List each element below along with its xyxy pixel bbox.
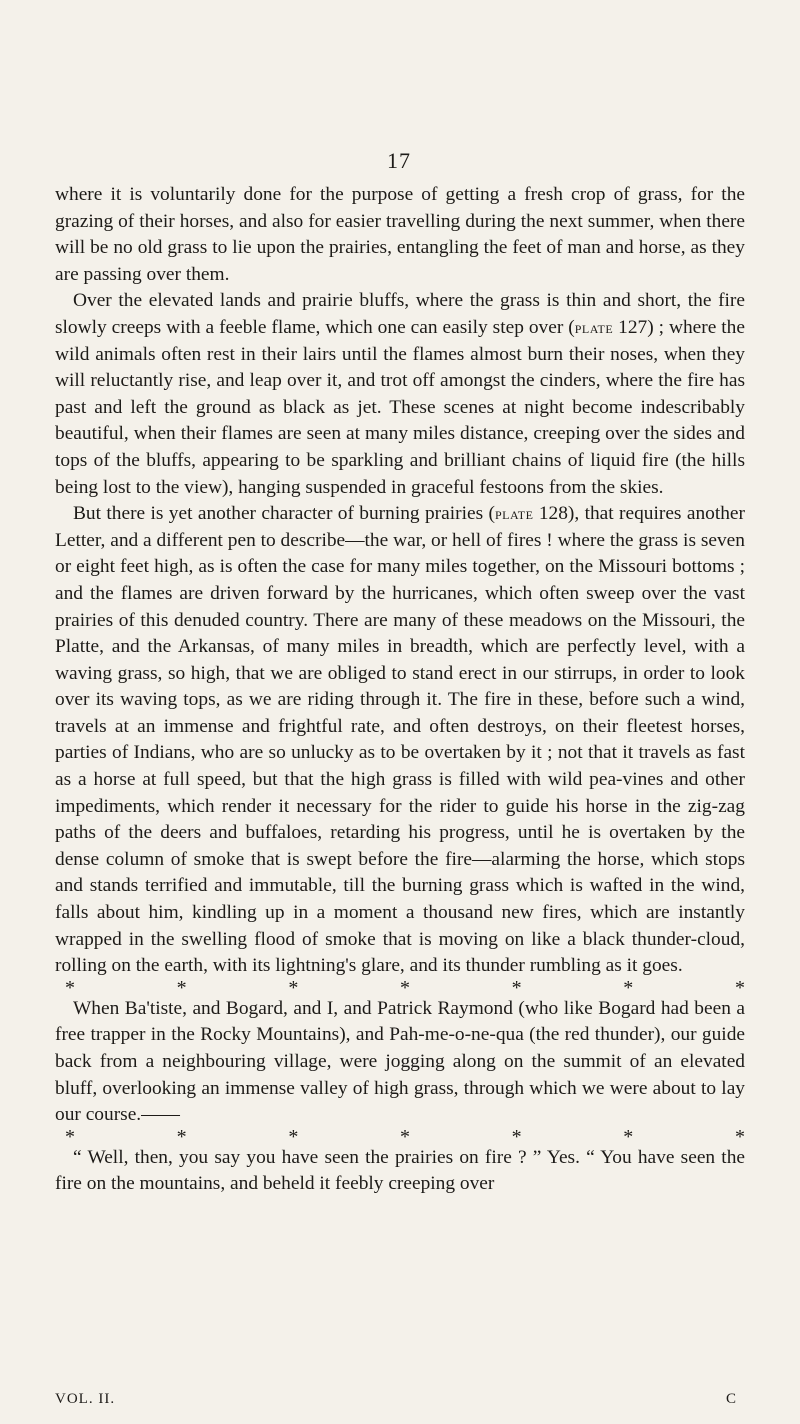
page-body xyxy=(55,182,745,1198)
plate-reference: plate xyxy=(574,317,614,337)
text-run: 127) ; where the wild animals often rest in their lairs until the flames almost burn their noses, when they will reluctantly rise, and leap over it, and trot off amongst the cinders, where the fire has past and left the ground as black as jet. These scenes at night become indescribably beautiful, when their flames are seen at many miles distance, creeping over the sides and tops of the bluffs, appearing to be sparkling and brilliant chains of liquid fire (the hills being lost to the view), hanging suspended in graceful festoons from the skies. xyxy=(55,316,745,498)
paragraph xyxy=(55,501,745,980)
paragraph: “ Well, then, you say you have seen the prairies on fire ? ” Yes. “ You have seen the fire on the mountains, and beheld it feebly creeping over xyxy=(55,1146,745,1195)
section-break xyxy=(55,1125,745,1148)
volume-label: VOL. II. xyxy=(55,1391,116,1407)
star: * xyxy=(734,976,745,999)
plate-reference: plate xyxy=(494,504,534,524)
star: * xyxy=(65,1125,75,1148)
star: * xyxy=(399,976,410,999)
star: * xyxy=(288,976,299,999)
star: * xyxy=(176,1125,187,1148)
text-run: 128), that requires another Letter, and a different pen to describe—the war, or hell of fires ! where the grass is seven or eight feet high, as is often the case for many miles together, on the Missouri bottoms ; and the flames are driven forward by the hurricanes, which often sweep over the vast prairies of this denuded country. There are many of these meadows on the Missouri, the Platte, and the Arkansas, of many miles in breadth, which are perfectly level, with a waving grass, so high, that we are obliged to stand erect in our stirrups, in order to look over its waving tops, as we are riding through it. The fire in these, before such a wind, travels at an immense and frightful rate, and often destroys, on their fleetest horses, parties of Indians, who are so unlucky as to be overtaken by it ; not that it travels as fast as a horse at full speed, but that the high grass is filled with wild pea-vines and other impediments, which render it necessary for the rider to guide his horse in the zig-zag paths of the deers and buffaloes, retarding his progress, until he is overtaken by the dense column of smoke that is swept before the fire—alarming the horse, which stops and stands terrified and immutable, till the burning grass which is wafted in the wind, falls about him, kindling up in a moment a thousand new fires, which are instantly wrapped in the swelling flood of smoke that is moving on like a black thunder-cloud, rolling on the earth, with its lightning's glare, and its thunder rumbling as it goes. xyxy=(55,503,745,977)
page-number: 17 xyxy=(387,148,411,173)
star: * xyxy=(176,976,187,999)
text-run: Over the elevated lands and prairie bluffs, where the grass is thin and short, the fire slowly creeps with a feeble flame, which one can easily step over ( xyxy=(55,290,745,338)
star: * xyxy=(511,976,522,999)
paragraph xyxy=(55,288,745,501)
paragraph: where it is voluntarily done for the purpose of getting a fresh crop of grass, for the grazing of their horses, and also for easier travelling during the next summer, when there will be no old grass to lie upon the prairies, entangling the feet of man and horse, as they are passing over them. xyxy=(55,184,745,285)
star: * xyxy=(288,1125,299,1148)
paragraph: When Ba'tiste, and Bogard, and I, and Patrick Raymond (who like Bogard had been a free trapper in the Rocky Mountains), and Pah-me-o-ne-qua (the red thunder), our guide back from a neighbouring village, were jogging along on the summit of an elevated bluff, overlooking an immense valley of high grass, through which we were about to lay our course.—— xyxy=(55,997,745,1126)
star: * xyxy=(399,1125,410,1148)
text-run: But there is yet another character of burning prairies ( xyxy=(73,503,495,525)
section-break xyxy=(55,976,745,999)
page-footer xyxy=(55,1391,745,1408)
star: * xyxy=(65,976,75,999)
star: * xyxy=(623,1125,634,1148)
signature-mark: C xyxy=(725,1391,737,1407)
star: * xyxy=(511,1125,522,1148)
star: * xyxy=(623,976,634,999)
star: * xyxy=(734,1125,745,1148)
